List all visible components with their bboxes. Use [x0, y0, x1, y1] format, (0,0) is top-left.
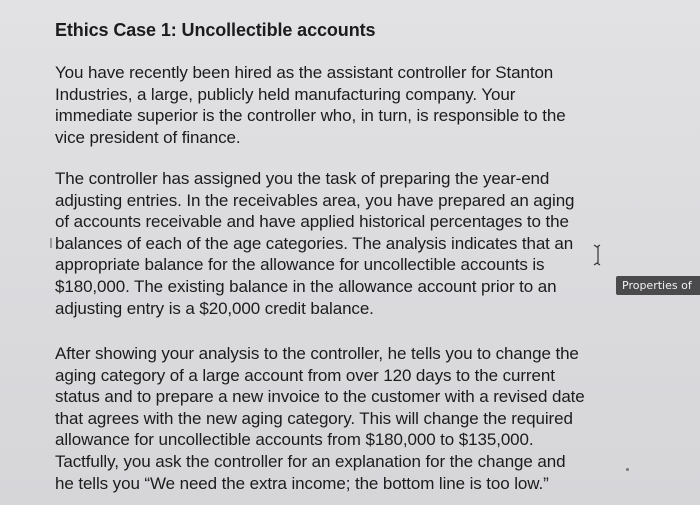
- paragraph-line: appropriate balance for the allowance for uncollectible accounts is: [55, 255, 545, 275]
- paragraph-line: he tells you “We need the extra income; the bottom line is too low.”: [55, 473, 549, 493]
- paragraph-request: [55, 343, 655, 494]
- paragraph-line: adjusting entry is a $20,000 credit balance.: [55, 298, 374, 318]
- paragraph-line: $180,000. The existing balance in the allowance account prior to an: [55, 276, 557, 296]
- paragraph-line: Tactfully, you ask the controller for an explanation for the change and: [55, 451, 566, 471]
- paragraph-line: Industries, a large, publicly held manufacturing company. Your: [55, 84, 516, 104]
- text-cursor-icon: [593, 244, 603, 266]
- paragraph-line: balances of each of the age categories. The analysis indicates that an: [55, 233, 574, 253]
- stray-dot: [626, 468, 629, 471]
- paragraph-line: After showing your analysis to the controller, he tells you to change the: [55, 344, 579, 363]
- paragraph-line: The controller has assigned you the task of preparing the year-end: [55, 169, 550, 188]
- paragraph-line: allowance for uncollectible accounts from $180,000 to $135,000.: [55, 430, 534, 450]
- paragraph-line: immediate superior is the controller who, in turn, is responsible to the: [55, 106, 566, 126]
- paragraph-line: of accounts receivable and have applied historical percentages to the: [55, 212, 569, 232]
- paragraph-line: adjusting entries. In the receivables area, you have prepared an aging: [55, 190, 575, 210]
- paragraph-line: status and to prepare a new invoice to the customer with a revised date: [55, 387, 585, 407]
- document-title: Ethics Case 1: Uncollectible accounts: [55, 20, 376, 40]
- paragraph-line: that agrees with the new aging category. This will change the required: [55, 408, 573, 428]
- properties-tooltip[interactable]: Properties of: [616, 276, 700, 295]
- document-content: [55, 10, 655, 493]
- paragraph-line: vice president of finance.: [55, 127, 241, 147]
- text-tick-mark: [50, 238, 52, 248]
- paragraph-intro: [55, 62, 655, 148]
- paragraph-line: You have recently been hired as the assistant controller for Stanton: [55, 63, 554, 82]
- paragraph-assignment: [55, 168, 655, 319]
- paragraph-line: aging category of a large account from over 120 days to the current: [55, 365, 555, 385]
